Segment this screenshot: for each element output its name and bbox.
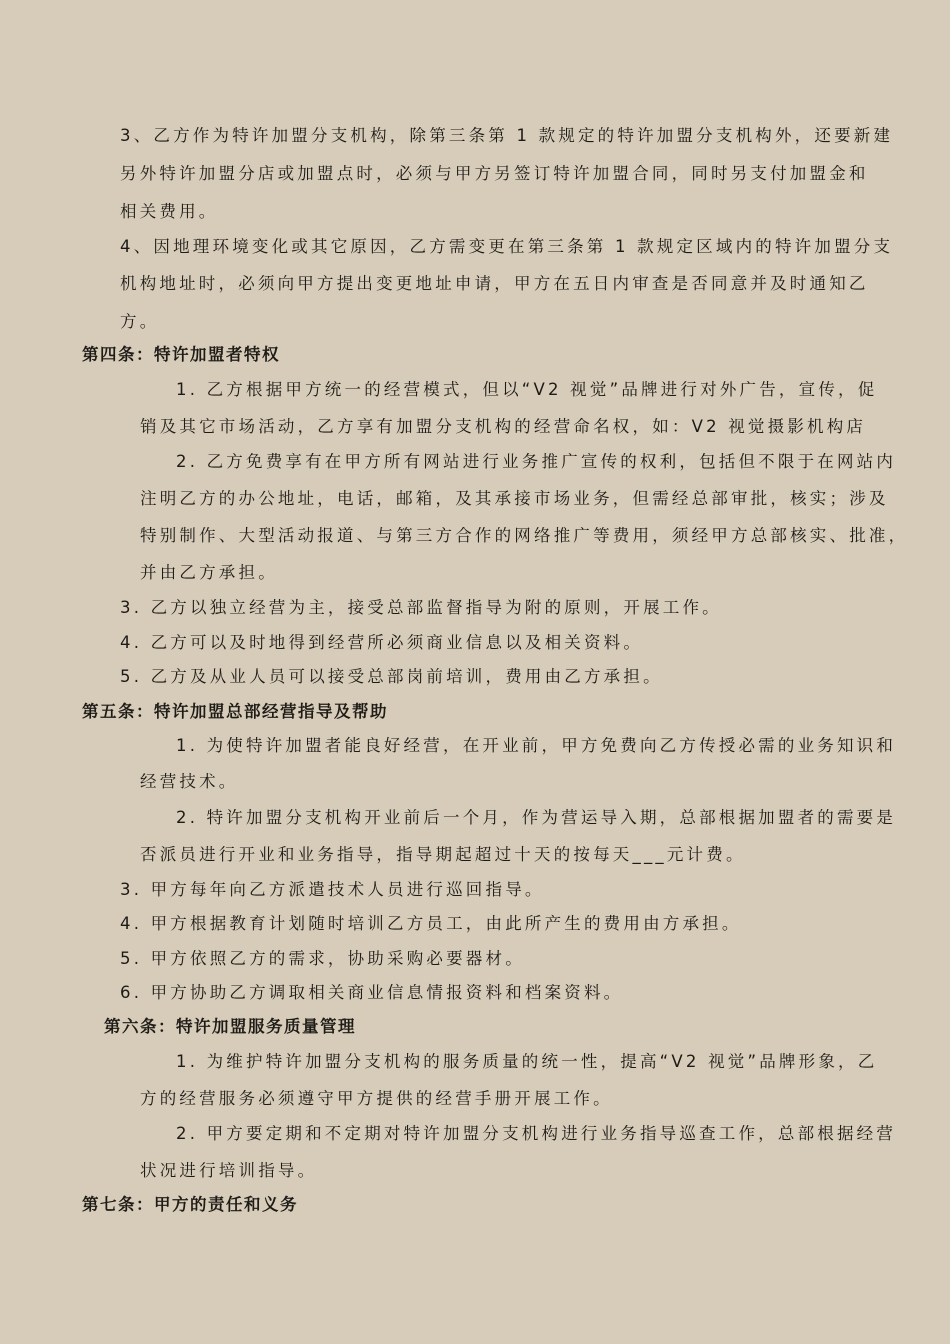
clause3-item4-line2: 机构地址时，必须向甲方提出变更地址申请，甲方在五日内审查是否同意并及时通知乙	[120, 274, 869, 293]
clause5-item2-line1: 2. 特许加盟分支机构开业前后一个月，作为营运导入期，总部根据加盟者的需要是	[176, 808, 897, 827]
clause6-item1-line2: 方的经营服务必须遵守甲方提供的经营手册开展工作。	[140, 1089, 613, 1108]
clause4-item3: 3. 乙方以独立经营为主，接受总部监督指导为附的原则，开展工作。	[120, 598, 722, 617]
clause6-item1-line1: 1. 为维护特许加盟分支机构的服务质量的统一性，提高“V2 视觉”品牌形象，乙	[176, 1052, 878, 1071]
clause5-item4: 4. 甲方根据教育计划随时培训乙方员工，由此所产生的费用由方承担。	[120, 914, 742, 933]
clause4-item2-line1: 2. 乙方免费享有在甲方所有网站进行业务推广宣传的权利，包括但不限于在网站内	[176, 452, 897, 471]
clause3-item3-line3: 相关费用。	[120, 202, 219, 221]
clause3-item4-line3: 方。	[120, 312, 160, 331]
clause6-heading: 第六条：特许加盟服务质量管理	[104, 1017, 356, 1036]
clause5-item1-line2: 经营技术。	[140, 772, 239, 791]
clause4-item2-line4: 并由乙方承担。	[140, 563, 278, 582]
clause5-item5: 5. 甲方依照乙方的需求，协助采购必要器材。	[120, 949, 525, 968]
clause4-heading: 第四条：特许加盟者特权	[82, 345, 280, 364]
clause4-item4: 4. 乙方可以及时地得到经营所必须商业信息以及相关资料。	[120, 633, 644, 652]
clause5-item3: 3. 甲方每年向乙方派遣技术人员进行巡回指导。	[120, 880, 545, 899]
clause4-item5: 5. 乙方及从业人员可以接受总部岗前培训，费用由乙方承担。	[120, 667, 663, 686]
clause3-item3-line1: 3、乙方作为特许加盟分支机构，除第三条第 1 款规定的特许加盟分支机构外，还要新建	[120, 126, 894, 145]
clause4-item1-line2: 销及其它市场活动，乙方享有加盟分支机构的经营命名权，如：V2 视觉摄影机构店	[140, 417, 867, 436]
clause6-item2-line2: 状况进行培训指导。	[140, 1161, 318, 1180]
clause7-heading: 第七条：甲方的责任和义务	[82, 1195, 298, 1214]
clause3-item3-line2: 另外特许加盟分店或加盟点时，必须与甲方另签订特许加盟合同，同时另支付加盟金和	[120, 164, 869, 183]
clause4-item2-line3: 特别制作、大型活动报道、与第三方合作的网络推广等费用，须经甲方总部核实、批准，	[140, 526, 909, 545]
clause5-item1-line1: 1. 为使特许加盟者能良好经营，在开业前，甲方免费向乙方传授必需的业务知识和	[176, 736, 897, 755]
clause5-item2-line2: 否派员进行开业和业务指导，指导期起超过十天的按每天___元计费。	[140, 845, 746, 864]
clause4-item2-line2: 注明乙方的办公地址，电话，邮箱，及其承接市场业务，但需经总部审批，核实；涉及	[140, 489, 889, 508]
clause5-item6: 6. 甲方协助乙方调取相关商业信息情报资料和档案资料。	[120, 983, 624, 1002]
clause3-item4-line1: 4、因地理环境变化或其它原因，乙方需变更在第三条第 1 款规定区域内的特许加盟分支	[120, 237, 894, 256]
clause5-heading: 第五条：特许加盟总部经营指导及帮助	[82, 702, 388, 721]
clause6-item2-line1: 2. 甲方要定期和不定期对特许加盟分支机构进行业务指导巡查工作，总部根据经营	[176, 1124, 897, 1143]
clause4-item1-line1: 1. 乙方根据甲方统一的经营模式，但以“V2 视觉”品牌进行对外广告，宣传，促	[176, 380, 878, 399]
